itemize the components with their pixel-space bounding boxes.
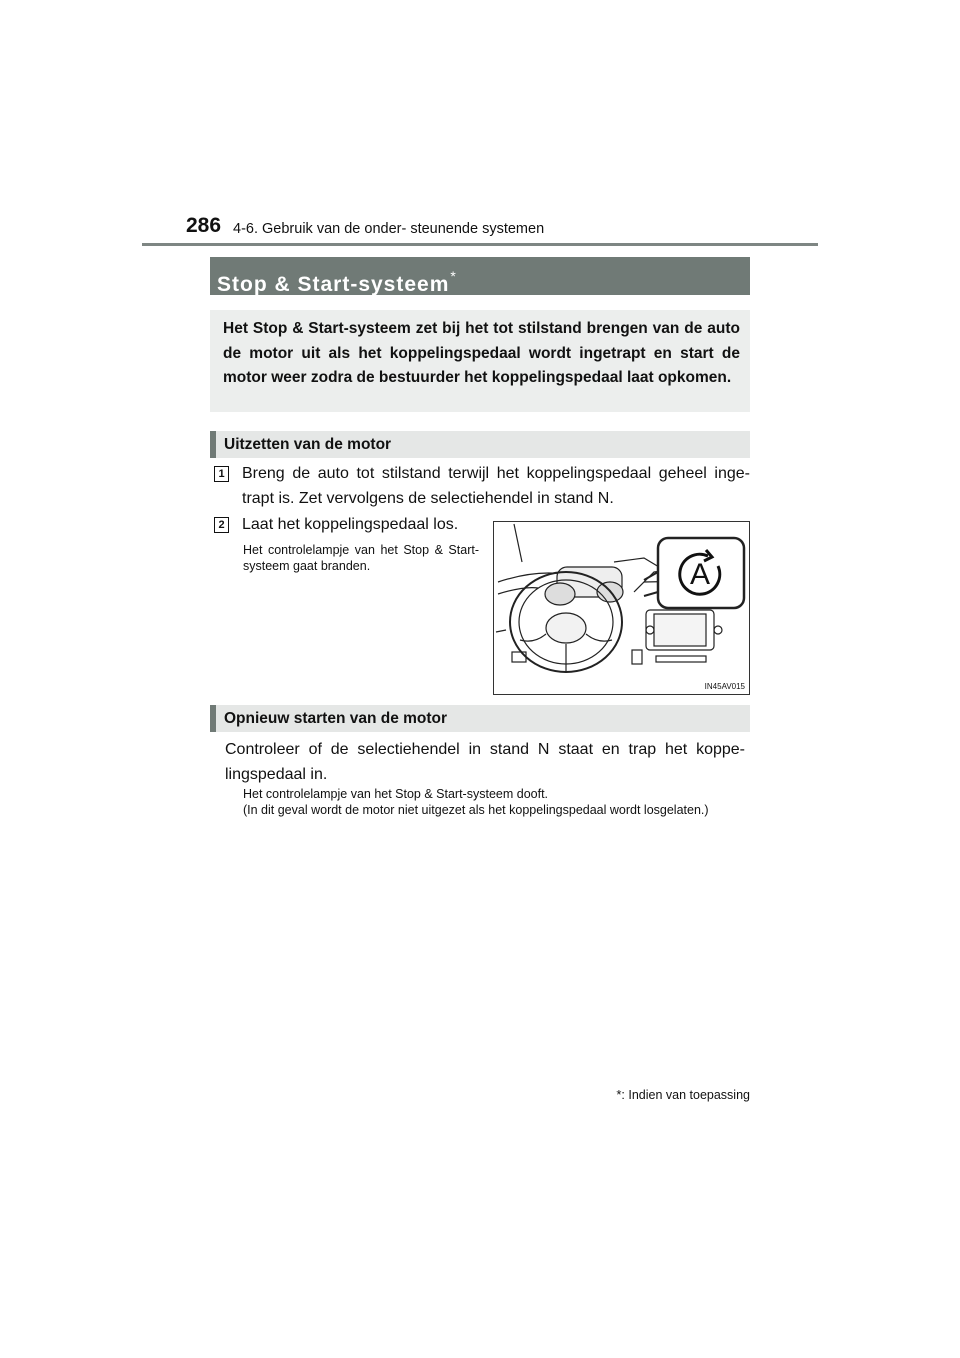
footnote xyxy=(616,1087,750,1102)
section-title: Stop & Start-systeem xyxy=(217,273,450,296)
page-number: 286 xyxy=(186,214,222,237)
step-note-2: Het controlelampje van het Stop & Start-systeem gaat branden. xyxy=(243,543,479,573)
footnote-star: * xyxy=(616,1087,622,1102)
chapter-title: 4-6. Gebruik van de onder- steunende systemen xyxy=(233,221,545,237)
restart-note-1: Het controlelampje van het Stop & Start-systeem dooft. xyxy=(243,787,549,801)
step-badge-1: 1 xyxy=(214,466,229,482)
intro-box: Het Stop & Start-systeem zet bij het tot stilstand brengen van de auto de motor uit als het koppelingspedaal wordt ingetrapt en start de motor weer zodra de bestuurder het koppelingspedaal laat opkomen. xyxy=(210,310,750,412)
title-asterisk: * xyxy=(450,268,456,284)
figure-code: IN45AV015 xyxy=(704,682,745,691)
restart-text: Controleer of de selectiehendel in stand N staat en trap het koppe- lingspedaal in. xyxy=(225,741,745,783)
step-text-2: Laat het koppelingspedaal los. xyxy=(242,516,459,533)
subheading-restart-engine: Opnieuw starten van de motor xyxy=(210,705,750,732)
footnote-text: : Indien van toepassing xyxy=(621,1088,750,1102)
step-text-1: Breng de auto tot stilstand terwijl het koppelingspedaal geheel inge- trapt is. Zet vervolgens de selectiehendel in stand N. xyxy=(242,465,750,507)
step-badge-2: 2 xyxy=(214,517,229,533)
callout-label: A xyxy=(689,558,711,591)
auto-stop-start-icon xyxy=(670,544,730,604)
header-rule xyxy=(142,243,818,246)
section-title-bar xyxy=(210,257,750,295)
restart-note-2: (In dit geval wordt de motor niet uitgezet als het koppelingspedaal wordt losgelaten.) xyxy=(243,803,709,817)
dashboard-figure xyxy=(493,521,750,695)
subheading-stop-engine: Uitzetten van de motor xyxy=(210,431,750,458)
